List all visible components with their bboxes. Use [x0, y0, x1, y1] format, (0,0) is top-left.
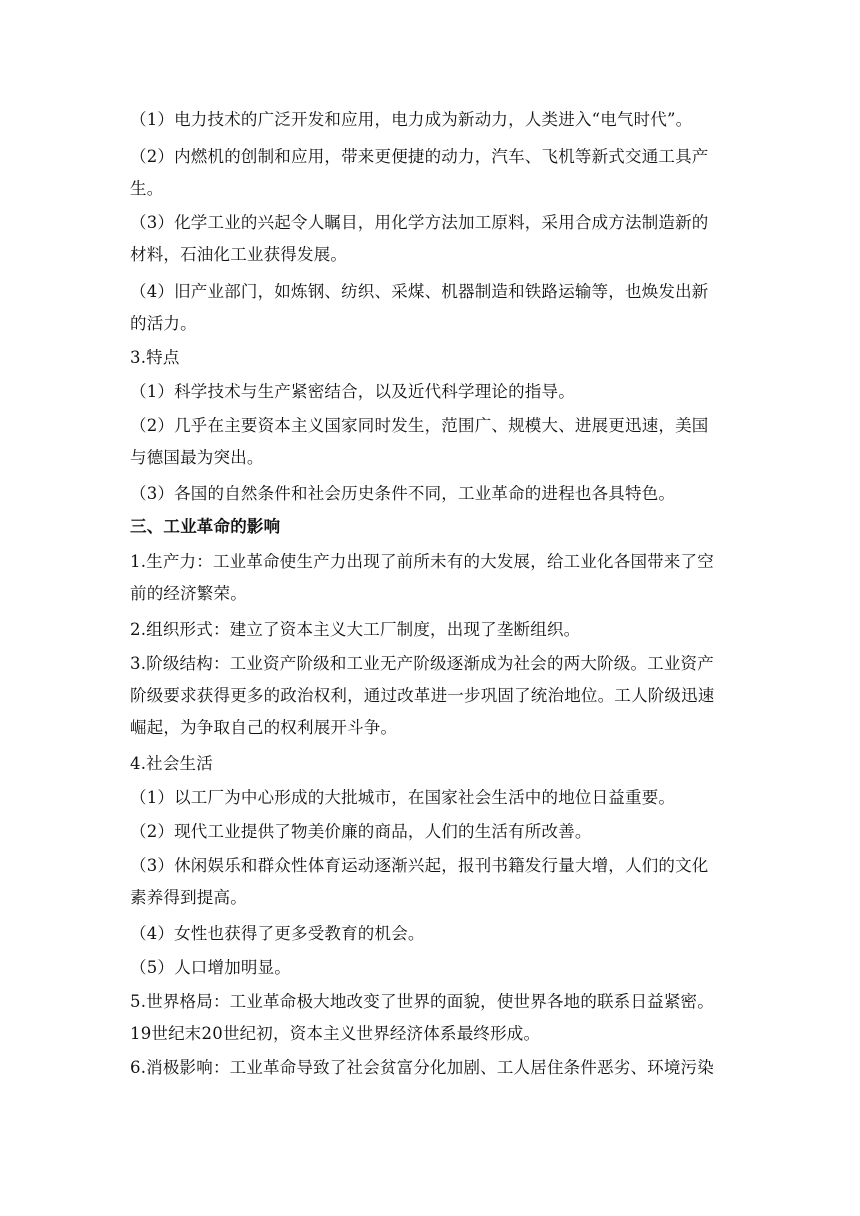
text-line: 的活力。: [130, 314, 197, 333]
text-line: 19世纪末20世纪初，资本主义世界经济体系最终形成。: [130, 1024, 541, 1043]
text-line: 阶级要求获得更多的政治权利，通过改革进一步巩固了统治地位。工人阶级迅速: [130, 686, 715, 705]
text-line: （5）人口增加明显。: [130, 958, 291, 977]
text-line: （2）几乎在主要资本主义国家同时发生，范围广、规模大、进展更迅速，美国: [130, 416, 709, 435]
text-line: 6.消极影响：工业革命导致了社会贫富分化加剧、工人居住条件恶劣、环境污染: [130, 1058, 714, 1077]
text-line: （1）科学技术与生产紧密结合，以及近代科学理论的指导。: [130, 382, 575, 401]
text-line: 3.阶级结构：工业资产阶级和工业无产阶级逐渐成为社会的两大阶级。工业资产: [130, 654, 714, 673]
text-line: 崛起，为争取自己的权利展开斗争。: [130, 718, 398, 737]
text-line: 生。: [130, 179, 164, 198]
section-heading: 三、工业革命的影响: [130, 517, 281, 536]
text-line: （2）内燃机的创制和应用，带来更便捷的动力，汽车、飞机等新式交通工具产: [130, 147, 709, 166]
text-line: （2）现代工业提供了物美价廉的商品，人们的生活有所改善。: [130, 822, 592, 841]
text-line: （3）休闲娱乐和群众性体育运动逐渐兴起，报刊书籍发行量大增，人们的文化: [130, 856, 709, 875]
text-line: （3）各国的自然条件和社会历史条件不同，工业革命的进程也各具特色。: [130, 484, 676, 503]
section-subheading: 3.特点: [130, 348, 180, 367]
text-line: （1）电力技术的广泛开发和应用，电力成为新动力，人类进入“电气时代”。: [130, 110, 693, 129]
text-line: （4）旧产业部门，如炼钢、纺织、采煤、机器制造和铁路运输等，也焕发出新: [130, 282, 709, 301]
text-line: （4）女性也获得了更多受教育的机会。: [130, 924, 425, 943]
text-line: 素养得到提高。: [130, 888, 247, 907]
text-line: 材料，石油化工业获得发展。: [130, 245, 348, 264]
text-line: （1）以工厂为中心形成的大批城市，在国家社会生活中的地位日益重要。: [130, 788, 676, 807]
text-line: （3）化学工业的兴起令人瞩目，用化学方法加工原料，采用合成方法制造新的: [130, 213, 709, 232]
text-line: 5.世界格局：工业革命极大地改变了世界的面貌，使世界各地的联系日益紧密。: [130, 992, 714, 1011]
text-line: 1.生产力：工业革命使生产力出现了前所未有的大发展，给工业化各国带来了空: [130, 552, 714, 571]
section-subheading: 4.社会生活: [130, 754, 213, 773]
text-line: 与德国最为突出。: [130, 448, 264, 467]
text-line: 2.组织形式：建立了资本主义大工厂制度，出现了垄断组织。: [130, 620, 581, 639]
text-line: 前的经济繁荣。: [130, 584, 247, 603]
